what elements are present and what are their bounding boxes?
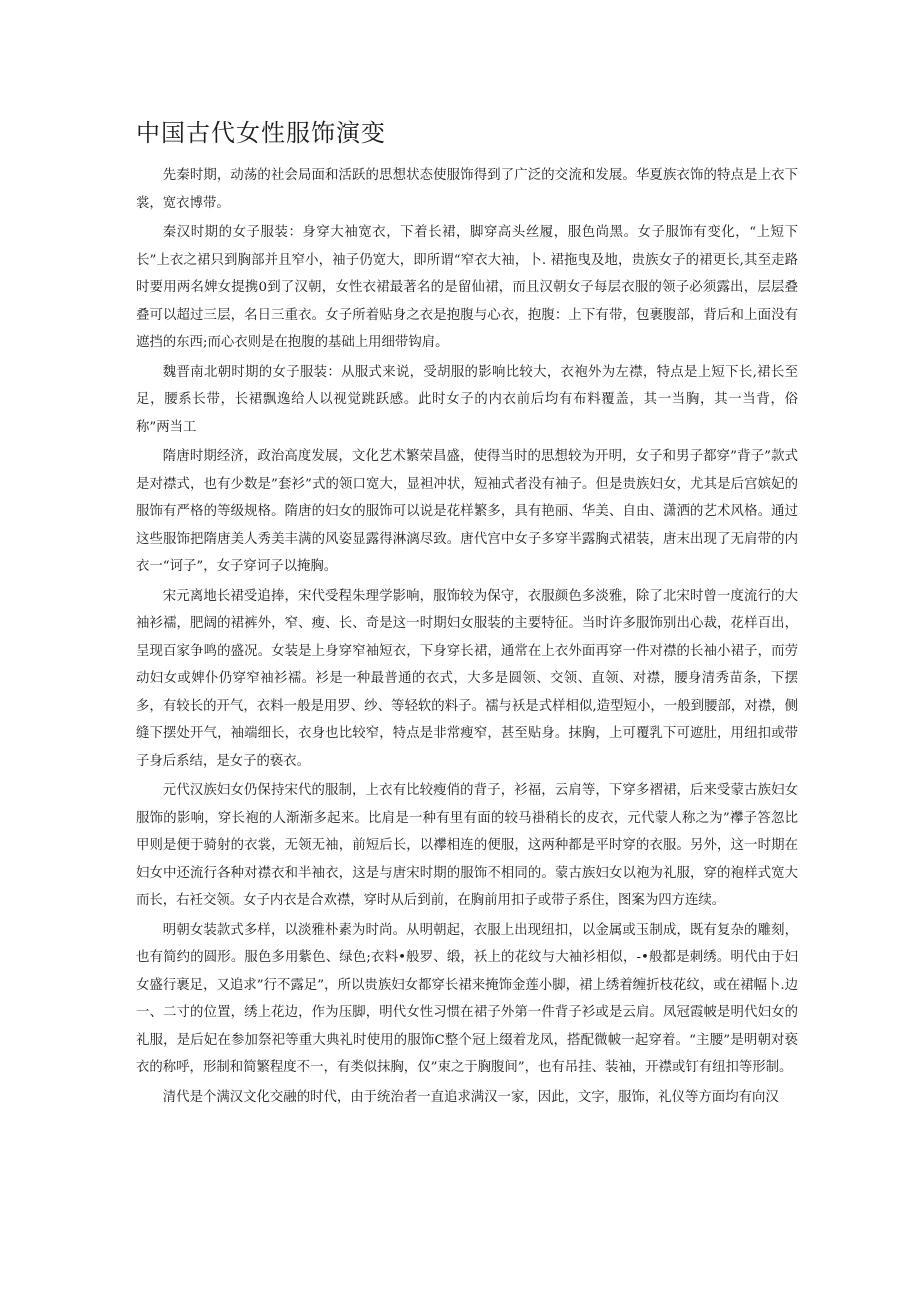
document-page (136, 116, 798, 1113)
paragraph-sui-tang: 隋唐时期经济，政治高度发展，文化艺术繁荣昌盛，使得当时的思想较为开明，女子和男子都穿”背子”款式是对襟式，也有少数是”套衫”式的领口宽大，显袒冲状，短袖式者没有袖子。但是贵族妇女，尤其是后宫嫔妃的服饰有严格的等级规格。隋唐的妇女的服饰可以说是花样繁多，具有艳丽、华美、自由、潇洒的艺术风格。通过这些服饰把隋唐美人秀美丰满的风姿显露得淋漓尽致。唐代宫中女子多穿半露胸式裙装，唐末出现了无肩带的内衣一“诃子”，女子穿诃子以掩胸。 (136, 449, 798, 574)
paragraph-yuan: 元代汉族妇女仍保持宋代的服制，上衣有比较瘦俏的背子，衫福，云肩等，下穿多褶裙，后来受蒙古族妇女服饰的影响，穿长袍的人渐渐多起来。比肩是一种有里有面的较马褂稍长的皮衣，元代蒙人称之为”襻子答忽比甲则是便于骑射的衣裳，无领无袖，前短后长，以襻相连的便服，这两种都是平时穿的衣服。另外，这一时期在妇女中还流行各种对襟衣和半袖衣，这是与唐宋时期的服饰不相同的。蒙古族妇女以袍为礼服，穿的袍样式宽大而长，右衽交领。女子内衣是合欢襟，穿时从后到前，在胸前用扣子或带子系住，图案为四方连续。 (136, 783, 798, 908)
document-title: 中国古代女性服饰演变 (136, 119, 386, 147)
paragraph-qin-han: 秦汉时期的女子服装：身穿大袖宽衣，下着长裙，脚穿高头丝履，服色尚黑。女子服饰有变化，“上短下长”上衣之裙只到胸部并且窄小，袖子仍宽大，即所谓“窄衣大袖，卜. 裙拖曳及地，贵族女子的裙更长,其至走路时要用两名婢女提携0到了汉朝，女性衣裙最著名的是留仙裙，而且汉朝女子每层衣服的领子必须露出，层层叠叠可以超过三层，名日三重衣。女子所着贴身之衣是抱腹与心衣，抱腹：上下有带，包裹腹部，背后和上面没有遮挡的东西;而心衣则是在抱腹的基础上用细带钩肩。 (136, 225, 798, 350)
paragraph-ming: 明朝女装款式多样，以淡雅朴素为时尚。从明朝起，衣服上出现纽扣，以金属或玉制成，既有复杂的雕刻，也有简约的圆形。服色多用紫色、绿色;衣料•般罗、缎，袄上的花纹与大袖衫相似，-•般都是刺绣。明代由于妇女盛行裹足，又追求”行不露足”，所以贵族妇女都穿长裙来掩饰金莲小脚，裙上绣着缠折枝花纹，或在裙幅卜.边一、二寸的位置，绣上花边，作为压脚，明代女性习惯在裙子外第一件背子衫或是云肩。凤冠霞帔是明代妇女的礼服，是后妃在参加祭祀等重大典礼时使用的服饰C整个冠上缀着龙凤，搭配微帔一起穿着。“主腰”是明朝对亵衣的称呼，形制和简繁程度不一，有类似抹胸，仅”束之于胸腹间”，也有吊挂、装袖，开襟或钉有纽扣等形制。 (136, 922, 798, 1075)
paragraph-pre-qin: 先秦时期，动荡的社会局面和活跃的思想状态使服饰得到了广泛的交流和发展。华夏族衣饰的特点是上衣下裳，宽衣博带。 (136, 168, 798, 211)
paragraph-qing: 清代是个满汉文化交融的时代，由于统治者一直追求满汉一家，因此，文字，服饰，礼仪等方面均有向汉 (162, 1089, 779, 1105)
paragraph-song: 宋元离地长裙受追捧，宋代受程朱理学影响，服饰较为保守，衣服颜色多淡雅，除了北宋时曾一度流行的大袖衫襦，肥阔的裙裤外，窄、瘦、长、奇是这一时期妇女服装的主要特征。当时许多服饰别出心裁，花样百出，呈现百家争鸣的盛况。女装是上身穿窄袖短衣，下身穿长裙，通常在上衣外面再穿一件对襟的长袖小裙子，而劳动妇女或婢仆仍穿窄袖衫襦。衫是一种最普通的衣式，大多是圆领、交领、直领、对襟，腰身清秀苗条，下摆多，有较长的开气，衣料一般是用罗、纱、等轻软的料子。襦与袄是式样相似,造型短小，一般到腰部，对襟，侧缝下摆处开气，袖端细长，衣身也比较窄，特点是非常瘦窄，甚至贴身。抹胸，上可覆乳下可遮肚，用纽扣或带子身后系结，是女子的亵衣。 (136, 588, 798, 769)
paragraph-wei-jin: 魏晋南北朝时期的女子服装：从服式来说，受胡服的影响比较大，衣袍外为左襟，特点是上短下长,裙长至足，腰系长带，长裙飘逸给人以视觉跳跃感。此时女子的内衣前后均有布料覆盖，其一当胸，其一当背，俗称”两当工 (136, 364, 798, 435)
